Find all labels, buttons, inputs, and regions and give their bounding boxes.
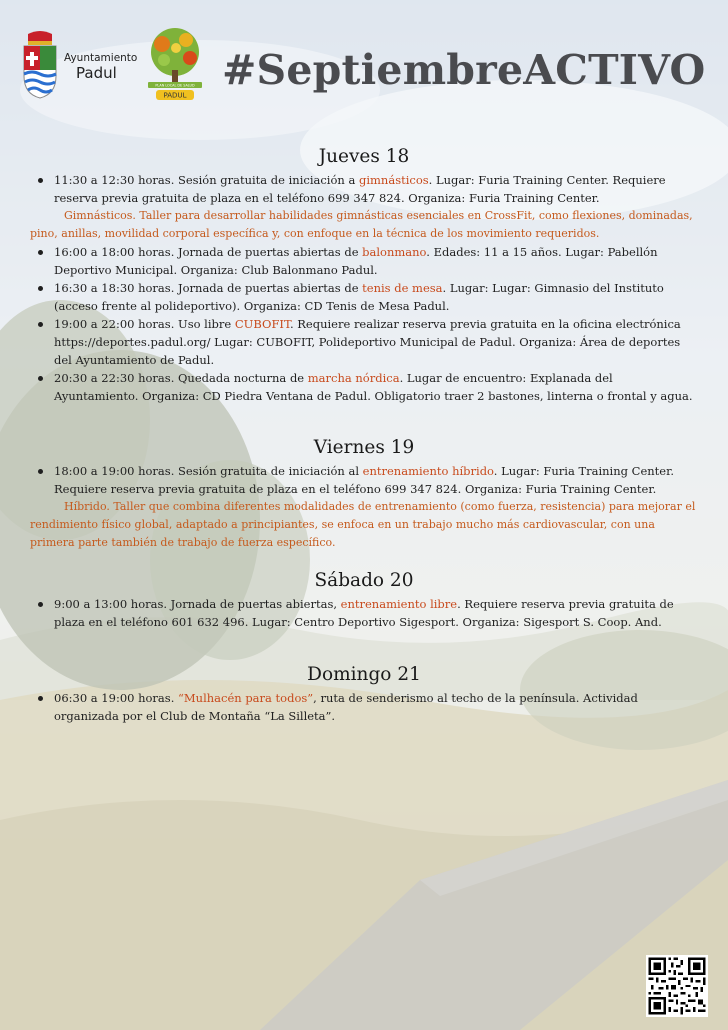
list-item	[0, 462, 728, 498]
day-title: Domingo 21	[307, 664, 421, 685]
item-details: . Lugar: Furia Training Center. Requiere reserva previa gratuita de plaza en el teléfono 699 347 824. Organiza: Furia Training Center.	[54, 173, 666, 205]
page-title: #SeptiembreACTIVO	[222, 46, 706, 94]
list-item	[0, 369, 728, 405]
ayuntamiento-crest-icon	[20, 30, 60, 100]
activity-description: Híbrido. Taller que combina diferentes modalidades de entrenamiento (como fuerza, resistencia) para mejorar el rendimiento físico global, adaptado a principiantes, se enfoca en un trabajo mucho más cardiovascular, con una primera parte también de trabajo de fuerza específico.	[30, 500, 696, 549]
day-section-sabado-20	[0, 570, 728, 631]
list-item	[0, 595, 728, 631]
town-label: Padul	[76, 64, 117, 82]
list-item	[0, 315, 728, 369]
day-title: Viernes 19	[313, 437, 415, 458]
item-text: 18:00 a 19:00 horas. Sesión gratuita de iniciación al	[54, 464, 363, 478]
item-text: 19:00 a 22:00 horas. Uso libre	[54, 317, 235, 331]
activity-highlight: marcha nórdica	[307, 371, 400, 385]
plan-logo-text: PLAN LOCAL DE SALUD	[155, 83, 195, 88]
item-details: . Requiere reserva previa gratuita de plaza en el teléfono 601 632 496. Lugar: Centro Deportivo Sigesport. Organiza: Sigesport S. Coop. And.	[54, 597, 674, 629]
list-item	[0, 689, 728, 725]
activity-highlight: CUBOFIT	[234, 317, 290, 331]
plan-local-de-salud-tree-logo	[142, 26, 208, 102]
item-details: . Lugar de encuentro: Explanada del Ayuntamiento. Organiza: CD Piedra Ventana de Padul. Obligatorio traer 2 bastones, linterna o frontal y agua.	[54, 371, 693, 403]
plan-logo-town: PADUL	[163, 91, 187, 100]
activity-description: Gimnásticos. Taller para desarrollar habilidades gimnásticas esenciales en CrossFit, como flexiones, dominadas, pino, anillas, movilidad corporal específica y, con enfoque en la técnica de los movimiento requeridos.	[30, 209, 693, 240]
item-details: . Lugar: Furia Training Center. Requiere reserva previa gratuita de plaza en el teléfono 699 347 824. Organiza: Furia Training Center.	[54, 464, 674, 496]
activity-highlight: entrenamiento libre	[340, 597, 458, 611]
day-title: Sábado 20	[314, 570, 414, 591]
item-details: . Requiere realizar reserva previa gratuita en la oficina electrónica https://deportes.padul.org/ Lugar: CUBOFIT, Polideportivo Municipal de Padul. Organiza: Área de deportes del Ayuntamiento de Padul.	[54, 317, 681, 367]
item-text: 06:30 a 19:00 horas.	[54, 691, 179, 705]
item-text: 11:30 a 12:30 horas. Sesión gratuita de iniciación a	[54, 173, 359, 187]
page-header	[0, 0, 728, 120]
item-details: . Edades: 11 a 15 años. Lugar: Pabellón Deportivo Municipal. Organiza: Club Balonmano Padul.	[54, 245, 658, 277]
item-text: 20:30 a 22:30 horas. Quedada nocturna de	[54, 371, 308, 385]
list-item	[0, 171, 728, 207]
item-details: , ruta de senderismo al techo de la península. Actividad organizada por el Club de Montaña “La Silleta”.	[54, 691, 638, 723]
item-text: 16:30 a 18:30 horas. Jornada de puertas abiertas de	[54, 281, 363, 295]
activity-highlight: tenis de mesa	[362, 281, 443, 295]
list-item	[0, 243, 728, 279]
day-section-viernes-19	[0, 437, 728, 552]
activity-highlight: balonmano	[362, 245, 427, 259]
item-text: 9:00 a 13:00 horas. Jornada de puertas abiertas,	[54, 597, 341, 611]
item-text: 16:00 a 18:00 horas. Jornada de puertas abiertas de	[54, 245, 363, 259]
day-title: Jueves 18	[318, 146, 410, 167]
activity-highlight: “Mulhacén para todos”	[178, 691, 314, 705]
list-item	[0, 279, 728, 315]
day-section-domingo-21	[0, 664, 728, 725]
qr-code-icon[interactable]	[646, 955, 708, 1017]
ayuntamiento-label: Ayuntamiento	[64, 52, 138, 64]
item-details: . Lugar: Lugar: Gimnasio del Instituto (acceso frente al polideportivo). Organiza: CD Tenis de Mesa Padul.	[54, 281, 664, 313]
activity-highlight: entrenamiento híbrido	[362, 464, 494, 478]
day-section-jueves-18	[0, 146, 728, 405]
activity-highlight: gimnásticos	[358, 173, 429, 187]
